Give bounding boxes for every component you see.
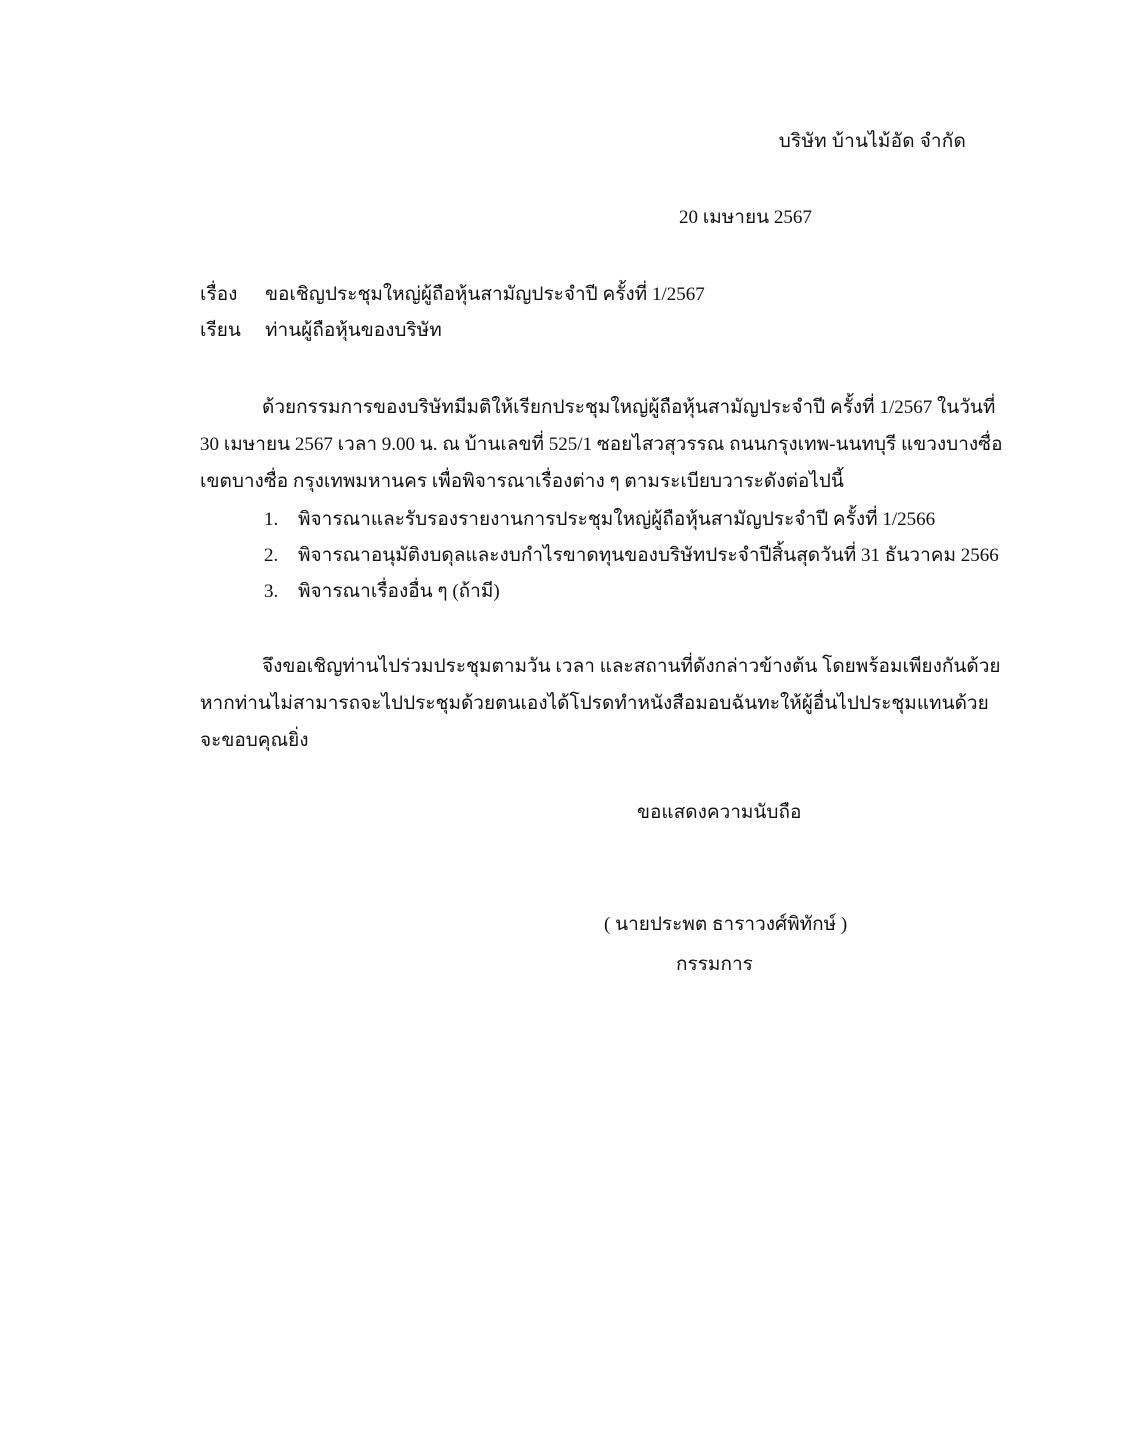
request-paragraph <box>200 648 1001 759</box>
signer-name: ( นายประพต ธาราวงศ์พิทักษ์ ) <box>604 914 848 935</box>
recipient-label: เรียน <box>200 320 241 341</box>
paragraph-line: จะขอบคุณยิ่ง <box>200 730 309 751</box>
agenda-item <box>264 538 999 574</box>
paragraph-line: 30 เมษายน 2567 เวลา 9.00 น. ณ บ้านเลขที่ 525/1 ซอยไสวสุวรรณ ถนนกรุงเทพ-นนทบุรี แขวงบางซื่อ <box>200 434 1003 455</box>
signer-position: กรรมการ <box>676 954 753 975</box>
closing-text: ขอแสดงความนับถือ <box>637 802 802 823</box>
agenda-item-number: 3. <box>264 581 279 602</box>
agenda-item-text: พิจารณาและรับรองรายงานการประชุมใหญ่ผู้ถือหุ้นสามัญประจำปี ครั้งที่ 1/2566 <box>298 509 936 530</box>
recipient-text: ท่านผู้ถือหุ้นของบริษัท <box>265 320 442 341</box>
paragraph-line: หากท่านไม่สามารถจะไปประชุมด้วยตนเองได้โปรดทำหนังสือมอบฉันทะให้ผู้อื่นไปประชุมแทนด้วย <box>200 693 989 714</box>
agenda-item-text: พิจารณาเรื่องอื่น ๆ (ถ้ามี) <box>298 581 500 602</box>
agenda-item-text: พิจารณาอนุมัติงบดุลและงบกำไรขาดทุนของบริษัทประจำปีสิ้นสุดวันที่ 31 ธันวาคม 2566 <box>298 545 999 566</box>
paragraph-line: จึงขอเชิญท่านไปร่วมประชุมตามวัน เวลา และสถานที่ดังกล่าวข้างต้น โดยพร้อมเพียงกันด้วย <box>262 656 1001 677</box>
paragraph-line: เขตบางซื่อ กรุงเทพมหานคร เพื่อพิจารณาเรื่องต่าง ๆ ตามระเบียบวาระดังต่อไปนี้ <box>200 471 844 492</box>
company-name: บริษัท บ้านไม้อัด จำกัด <box>778 131 966 152</box>
paragraph-line-start: ด้วยกรรมการของบริษัทมีมติให้เรียกประชุมใหญ่ผู้ถือหุ้นสามัญประจำปี ครั้งที่ 1/2567 <box>262 397 933 418</box>
agenda-item-number: 1. <box>264 509 279 530</box>
agenda-item <box>264 574 999 610</box>
letter-date: 20 เมษายน 2567 <box>679 207 812 228</box>
agenda-item <box>264 502 999 538</box>
agenda-item-number: 2. <box>264 545 279 566</box>
paragraph-line-end: ในวันที่ <box>936 397 996 418</box>
paragraph-line <box>200 389 1028 426</box>
invitation-paragraph <box>200 389 1003 500</box>
subject-label: เรื่อง <box>200 284 238 305</box>
agenda-list <box>264 502 999 610</box>
subject-text: ขอเชิญประชุมใหญ่ผู้ถือหุ้นสามัญประจำปี ครั้งที่ 1/2567 <box>265 284 705 305</box>
